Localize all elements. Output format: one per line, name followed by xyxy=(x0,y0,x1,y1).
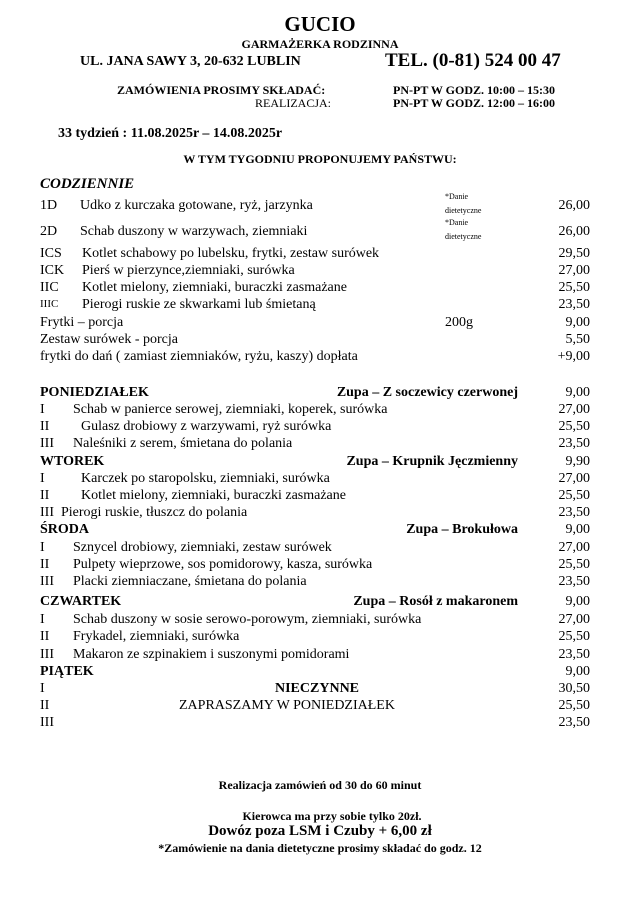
menu-row xyxy=(40,539,590,556)
dish-code: II xyxy=(40,698,50,713)
dish-name: Schab duszony w sosie serowo-porowym, ziemniaki, surówka xyxy=(73,612,422,627)
dish-code: III xyxy=(40,647,54,662)
dish-price: 29,50 xyxy=(558,246,590,261)
menu-row xyxy=(40,611,590,628)
page-subtitle: GARMAŻERKA RODZINNA xyxy=(241,37,399,51)
menu-row xyxy=(40,470,590,487)
day-name: ŚRODA xyxy=(40,522,90,537)
dish-name: Kotlet schabowy po lubelsku, frytki, zestaw surówek xyxy=(82,246,380,261)
dish-name: Schab w panierce serowej, ziemniaki, koperek, surówka xyxy=(73,402,388,417)
dish-name: Makaron ze szpinakiem i suszonymi pomidorami xyxy=(73,647,350,662)
menu-row xyxy=(40,646,590,663)
orders-hours: PN-PT W GODZ. 10:00 – 15:30 xyxy=(393,83,556,97)
dish-price: 27,00 xyxy=(558,612,590,627)
diet-note-label: *Danie xyxy=(445,192,469,201)
dish-price: 25,50 xyxy=(558,629,590,644)
menu-row xyxy=(40,348,590,365)
day-header-monday xyxy=(40,384,590,401)
diet-note-label: dietetyczne xyxy=(445,206,482,215)
intro-text: W TYM TYGODNIU PROPONUJEMY PAŃSTWU: xyxy=(183,152,457,166)
dish-name: Kotlet mielony, ziemniaki, buraczki zasmażane xyxy=(81,488,346,503)
dish-price: 27,00 xyxy=(558,263,590,278)
dish-price: 25,50 xyxy=(558,488,590,503)
fries-price: 9,00 xyxy=(565,315,590,330)
dish-name: Pierogi ruskie, tłuszcz do polania xyxy=(61,505,248,520)
menu-row xyxy=(40,680,590,697)
menu-row xyxy=(40,418,590,435)
dish-code: I xyxy=(40,681,45,696)
dish-name: Udko z kurczaka gotowane, ryż, jarzynka xyxy=(80,198,313,213)
diet-note-label: *Danie xyxy=(445,218,469,227)
invite-notice: ZAPRASZAMY W PONIEDZIAŁEK xyxy=(179,698,395,713)
day-header-tuesday xyxy=(40,453,590,470)
dish-price: 23,50 xyxy=(558,647,590,662)
dish-name: Schab duszony w warzywach, ziemniaki xyxy=(80,224,308,239)
orders-label: ZAMÓWIENIA PROSIMY SKŁADAĆ: xyxy=(117,83,326,97)
menu-row xyxy=(40,314,590,331)
menu-row xyxy=(40,245,590,262)
dish-price: 23,50 xyxy=(558,505,590,520)
dish-price: 23,50 xyxy=(558,436,590,451)
soup-name: Zupa – Z soczewicy czerwonej xyxy=(336,385,518,400)
dish-code: IIIC xyxy=(40,298,59,310)
soup-name: Zupa – Brokułowa xyxy=(406,522,518,537)
realization-label: REALIZACJA: xyxy=(255,96,331,110)
dish-code: 2D xyxy=(40,224,58,239)
fries-portion: 200g xyxy=(445,315,473,330)
fries-extra-name: frytki do dań ( zamiast ziemniaków, ryżu, kaszy) dopłata xyxy=(40,349,358,364)
address: UL. JANA SAWY 3, 20-632 LUBLIN xyxy=(80,54,301,69)
dish-code: II xyxy=(40,419,50,434)
soup-price: 9,00 xyxy=(565,385,590,400)
closed-notice: NIECZYNNE xyxy=(275,681,360,696)
dish-name: Sznycel drobiowy, ziemniaki, zestaw surówek xyxy=(73,540,332,555)
dish-price: 25,50 xyxy=(558,557,590,572)
delivery-note: Dowóz poza LSM i Czuby + 6,00 zł xyxy=(208,823,432,839)
dish-name: Placki ziemniaczane, śmietana do polania xyxy=(73,574,307,589)
dish-code: III xyxy=(40,715,54,730)
dish-price: 30,50 xyxy=(558,681,590,696)
diet-note-label: dietetyczne xyxy=(445,232,482,241)
dish-name: Karczek po staropolsku, ziemniaki, surówka xyxy=(81,471,330,486)
menu-row xyxy=(40,487,590,504)
dish-name: Kotlet mielony, ziemniaki, buraczki zasmażane xyxy=(82,280,347,295)
week-range: 33 tydzień : 11.08.2025r – 14.08.2025r xyxy=(58,126,283,141)
dish-price: 23,50 xyxy=(558,715,590,730)
day-name: CZWARTEK xyxy=(40,594,122,609)
dish-name: Pierś w pierzynce,ziemniaki, surówka xyxy=(82,263,295,278)
soup-name: Zupa – Rosół z makaronem xyxy=(353,594,518,609)
day-header-thursday xyxy=(40,593,590,610)
menu-row xyxy=(40,218,590,241)
fries-extra-price: +9,00 xyxy=(557,349,590,364)
dish-name: Gulasz drobiowy z warzywami, ryż surówka xyxy=(81,419,332,434)
dish-price: 25,50 xyxy=(558,698,590,713)
dish-price: 23,50 xyxy=(558,297,590,312)
dish-code: II xyxy=(40,629,50,644)
dish-code: III xyxy=(40,505,54,520)
menu-row xyxy=(40,401,590,418)
dish-price: 23,50 xyxy=(558,574,590,589)
dish-price: 25,50 xyxy=(558,280,590,295)
soup-price: 9,90 xyxy=(565,454,590,469)
fries-name: Frytki – porcja xyxy=(40,315,124,330)
dish-code: 1D xyxy=(40,198,58,213)
menu-row xyxy=(40,279,590,296)
daily-heading: CODZIENNIE xyxy=(40,176,135,192)
dish-code: III xyxy=(40,574,54,589)
menu-row xyxy=(40,556,590,573)
dish-code: ICK xyxy=(40,263,65,278)
day-name: PIĄTEK xyxy=(40,664,94,679)
menu-row xyxy=(40,331,590,348)
diet-order-note: *Zamówienie na dania dietetyczne prosimy składać do godz. 12 xyxy=(158,841,482,855)
dish-price: 27,00 xyxy=(558,540,590,555)
day-name: PONIEDZIAŁEK xyxy=(40,385,149,400)
soup-price: 9,00 xyxy=(565,522,590,537)
menu-row xyxy=(40,435,590,452)
dish-code: ICS xyxy=(40,246,62,261)
dish-code: I xyxy=(40,540,45,555)
realization-time: Realizacja zamówień od 30 do 60 minut xyxy=(218,778,422,792)
page-title: GUCIO xyxy=(284,12,356,36)
menu-row xyxy=(40,697,590,714)
menu-row xyxy=(40,573,590,590)
menu-row xyxy=(40,192,590,215)
dish-name: Frykadel, ziemniaki, surówka xyxy=(73,629,240,644)
phone: TEL. (0-81) 524 00 47 xyxy=(385,50,561,71)
driver-note: Kierowca ma przy sobie tylko 20zł. xyxy=(242,809,422,823)
soup-price: 9,00 xyxy=(565,594,590,609)
day-header-friday xyxy=(40,663,590,680)
day-header-wednesday xyxy=(40,521,590,538)
menu-row xyxy=(40,296,590,313)
realization-hours: PN-PT W GODZ. 12:00 – 16:00 xyxy=(393,96,556,110)
day-name: WTOREK xyxy=(40,454,105,469)
dish-price: 26,00 xyxy=(558,224,590,239)
menu-row xyxy=(40,628,590,645)
dish-name: Naleśniki z serem, śmietana do polania xyxy=(73,436,293,451)
dish-name: Pulpety wieprzowe, sos pomidorowy, kasza, surówka xyxy=(73,557,373,572)
dish-code: II xyxy=(40,557,50,572)
menu-row xyxy=(40,262,590,279)
dish-code: I xyxy=(40,402,45,417)
soup-price: 9,00 xyxy=(565,664,590,679)
soup-name: Zupa – Krupnik Jęczmienny xyxy=(346,454,518,469)
dish-price: 27,00 xyxy=(558,402,590,417)
dish-price: 25,50 xyxy=(558,419,590,434)
dish-code: II xyxy=(40,488,50,503)
dish-code: I xyxy=(40,471,45,486)
dish-price: 27,00 xyxy=(558,471,590,486)
dish-code: IIC xyxy=(40,280,59,295)
dish-code: I xyxy=(40,612,45,627)
dish-name: Pierogi ruskie ze skwarkami lub śmietaną xyxy=(82,297,316,312)
dish-code: III xyxy=(40,436,54,451)
dish-price: 26,00 xyxy=(558,198,590,213)
menu-row xyxy=(40,714,590,731)
menu-row xyxy=(40,504,590,521)
salads-name: Zestaw surówek - porcja xyxy=(40,332,179,347)
salads-price: 5,50 xyxy=(565,332,590,347)
